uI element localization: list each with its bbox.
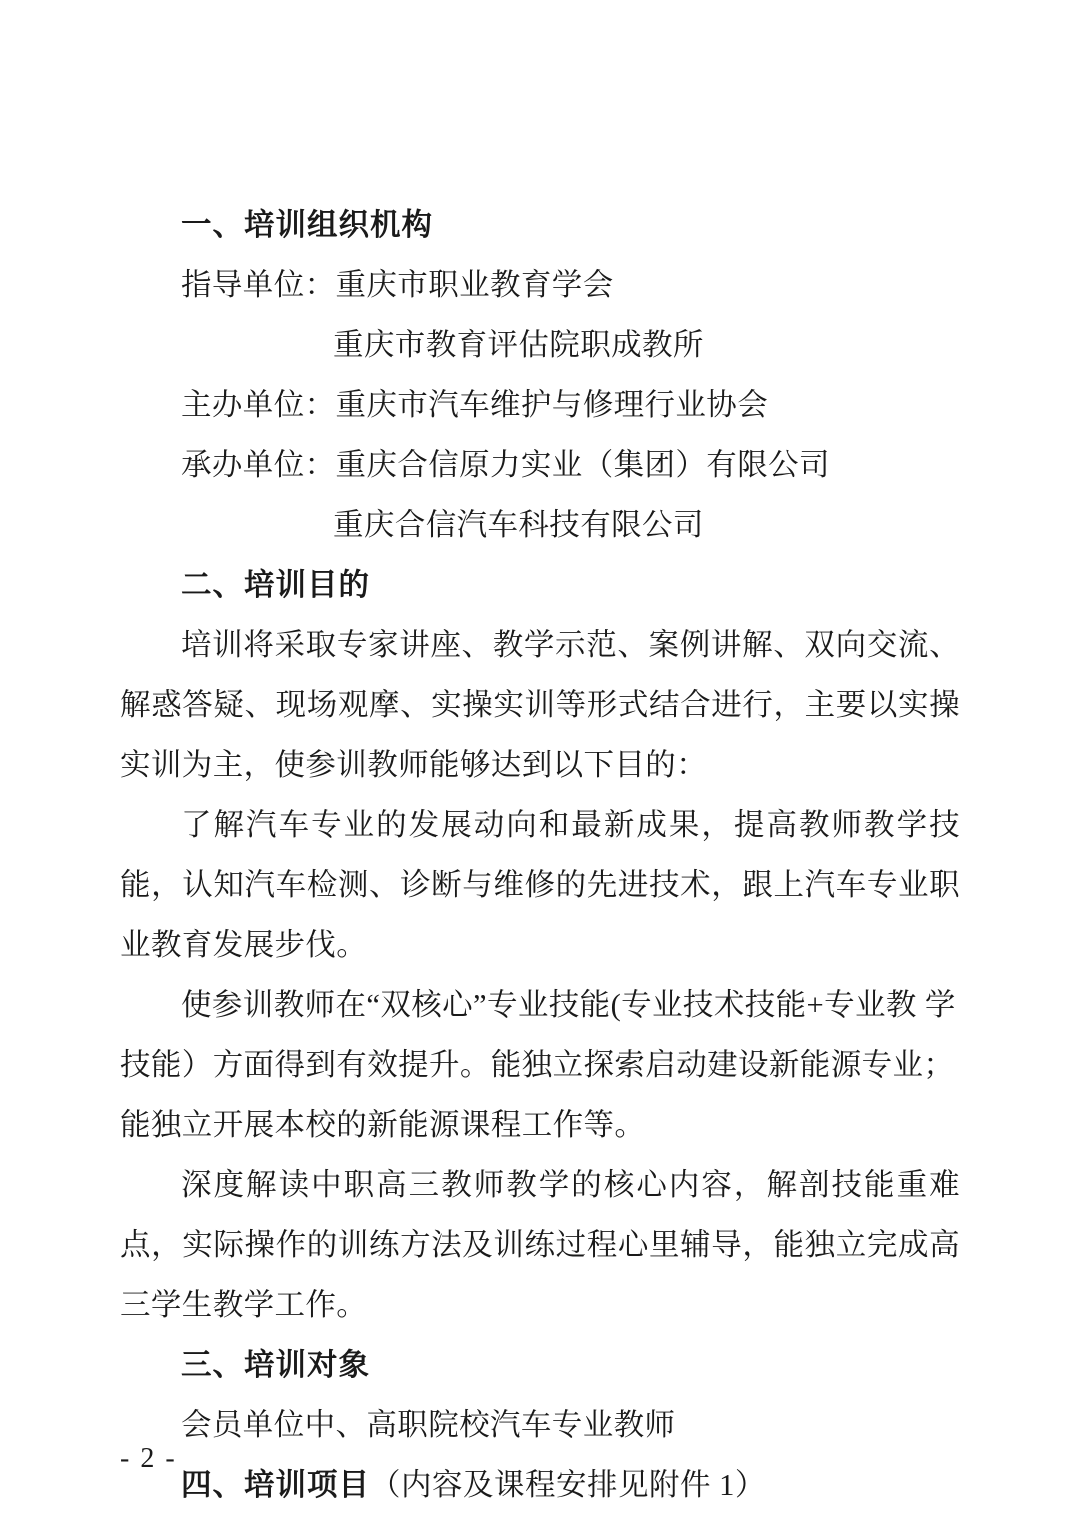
document-body	[120, 195, 960, 1515]
section-1-line-2: 重庆市教育评估院职成教所	[333, 328, 704, 362]
section-heading-1	[120, 195, 960, 255]
section-heading-1-text: 一、培训组织机构	[181, 208, 433, 242]
section-heading-3	[120, 1335, 960, 1395]
section-2-paragraph-1: 培训将采取专家讲座、教学示范、案例讲解、双向交流、解惑答疑、现场观摩、实操实训等形式结合进行，主要以实操实训为主，使参训教师能够达到以下目的：	[120, 628, 960, 782]
section-heading-4-text: 四、培训项目	[181, 1468, 370, 1502]
section-1-line-1: 指导单位：重庆市职业教育学会	[181, 268, 614, 302]
section-3-line-1: 会员单位中、高职院校汽车专业教师	[181, 1408, 676, 1442]
section-1-line-5: 重庆合信汽车科技有限公司	[333, 508, 704, 542]
section-2-paragraph-4: 深度解读中职高三教师教学的核心内容，解剖技能重难点，实际操作的训练方法及训练过程心里辅导，能独立完成高三学生教学工作。	[120, 1168, 960, 1322]
section-heading-3-text: 三、培训对象	[181, 1348, 370, 1382]
section-2-paragraph-2: 了解汽车专业的发展动向和最新成果，提高教师教学技能，认知汽车检测、诊断与维修的先进技术，跟上汽车专业职业教育发展步伐。	[120, 808, 960, 962]
section-1-line-4: 承办单位：重庆合信原力实业（集团）有限公司	[181, 448, 830, 482]
section-heading-2-text: 二、培训目的	[181, 568, 370, 602]
section-heading-4-suffix: （内容及课程安排见附件 1）	[370, 1468, 766, 1502]
section-heading-2	[120, 555, 960, 615]
section-1-line-3: 主办单位：重庆市汽车维护与修理行业协会	[181, 388, 769, 422]
section-heading-4	[120, 1455, 960, 1515]
page-number: - 2 -	[120, 1443, 177, 1474]
section-2-paragraph-3: 使参训教师在“双核心”专业技能(专业技术技能+专业教 学技能）方面得到有效提升。能独立探索启动建设新能源专业； 能独立开展本校的新能源课程工作等。	[120, 988, 956, 1142]
